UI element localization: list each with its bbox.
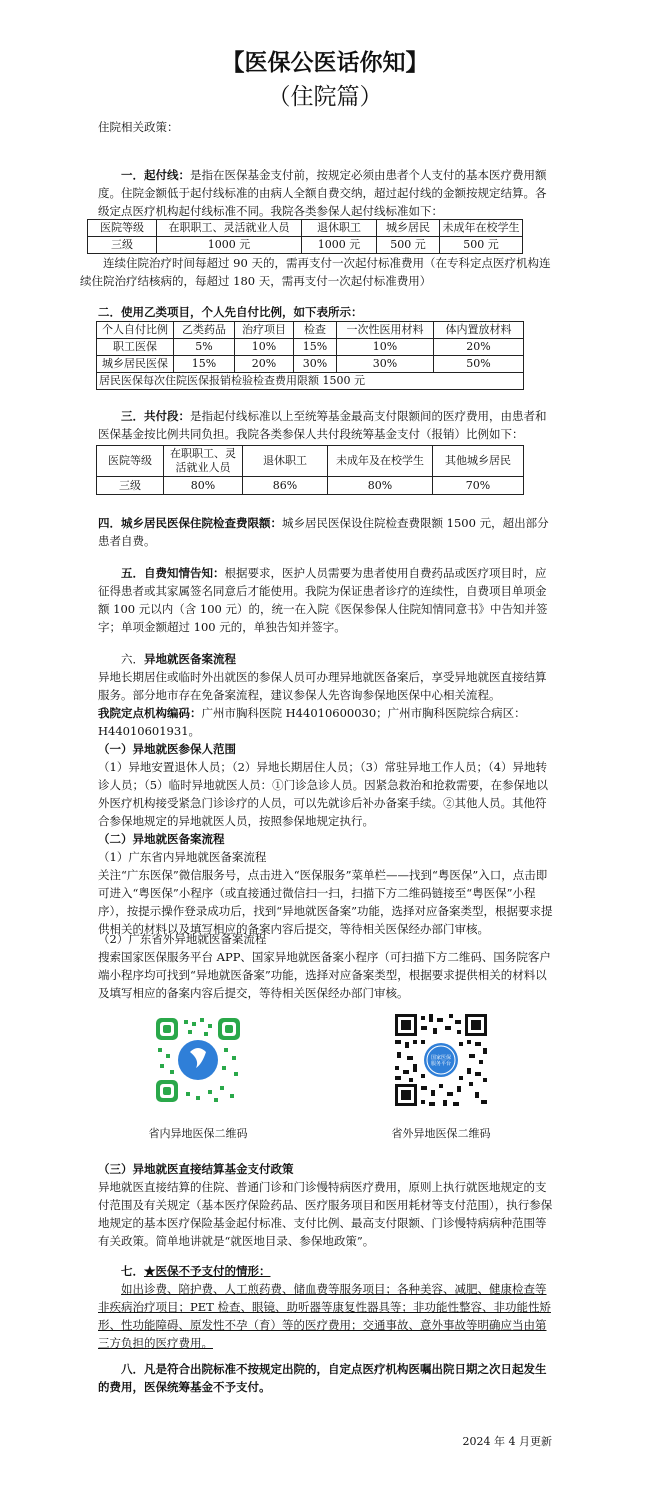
table-row — [97, 477, 524, 495]
qr-finder-bottom-left — [156, 1080, 178, 1102]
section-7-num: 七． — [121, 1264, 144, 1278]
section-4-body: 城乡居民医保设住院检查费限额 1500 元，超出部分患者自费。 — [98, 516, 549, 548]
section-5-text — [98, 564, 553, 636]
section-7-heading — [98, 1262, 553, 1280]
table-header-cell: 检查 — [294, 322, 337, 339]
section-6-num: 六． — [121, 652, 144, 666]
qr-finder-bottom-left — [395, 1084, 417, 1106]
section-1-text — [98, 166, 553, 220]
table-row — [97, 339, 524, 356]
national-qr-code — [393, 1012, 489, 1108]
section-6-heading — [98, 650, 553, 668]
table-cell: 1000 元 — [302, 237, 377, 254]
hospital-code-value: 广州市胸科医院 H44010600030；广州市胸科医院综合病区：H44010601931。 — [98, 706, 526, 738]
section-1-body: 是指在医保基金支付前，按规定必须由患者个人支付的基本医疗费用额度。住院金额低于起付线标准的由病人全额自费交纳，超过起付线的金额按规定结算。各级定点医疗机构起付线标准不同。我院各类参保人起付线标准如下： — [98, 168, 547, 218]
section-2-heading: 二．使用乙类项目，个人先自付比例，如下表所示： — [98, 305, 363, 319]
section-3-body: 是指起付线标准以上至统筹基金最高支付限额间的医疗费用，由患者和医保基金按比例共同负担。我院各类参保人共付段统筹基金支付（报销）比例如下： — [98, 409, 547, 441]
table-header-row — [88, 220, 523, 237]
sub3-text: 异地就医直接结算的住院、普通门诊和门诊慢特病医疗费用，原则上执行就医地规定的支付范围及有关规定（基本医疗保险药品、医疗服务项目和医用耗材等支付范围），执行参保地规定的基本医疗保险基金起付标准、支付比例、最高支付限额、门诊慢特病病种范围等有关政策。简单地讲就是“就医地目录、参保地政策”。 — [98, 1180, 553, 1248]
section-3-text — [98, 407, 553, 443]
table-cell: 三级 — [88, 237, 157, 254]
update-date: 2024 年 4 月更新 — [462, 1435, 552, 1448]
coinsurance-table — [96, 445, 524, 495]
table-cell: 职工医保 — [97, 339, 174, 356]
deductible-table — [87, 219, 523, 254]
table-cell: 50% — [434, 356, 524, 373]
table-cell: 10% — [235, 339, 294, 356]
table-cell: 15% — [294, 339, 337, 356]
table-row — [88, 237, 523, 254]
copay-ratio-table — [96, 321, 524, 390]
page-subtitle: （住院篇） — [267, 84, 383, 110]
table-cell: 20% — [235, 356, 294, 373]
table-header-cell: 未成年及在校学生 — [328, 446, 433, 477]
table-cell: 20% — [434, 339, 524, 356]
table-cell: 15% — [174, 356, 235, 373]
table-header-cell: 一次性医用材料 — [337, 322, 434, 339]
section-7-title: ★医保不予支付的情形： — [144, 1264, 271, 1278]
table-header-cell: 城乡居民 — [377, 220, 440, 237]
table-header-cell: 乙类药品 — [174, 322, 235, 339]
section-5-heading: 五．自费知情告知： — [121, 566, 225, 580]
qr-finder-top-left — [395, 1014, 417, 1036]
qr-left-caption: 省内异地医保二维码 — [148, 1127, 248, 1140]
section-5-body: 根据要求，医护人员需要为患者使用自费药品或医疗项目时，应征得患者或其家属签名同意后才能使用。我院为保证患者诊疗的连续性，自费项目单项金额 100 元以内（含 100 元）的，统一在入院《医保参保人住院知情同意书》中告知并签字；单项金额超过 100 元的，单独告知并签字。 — [98, 566, 548, 634]
section-4-text — [98, 514, 553, 550]
section-3-heading: 三．共付段： — [121, 409, 190, 423]
table-header-cell: 医院等级 — [88, 220, 157, 237]
table-header-cell: 医院等级 — [97, 446, 164, 477]
sub2-1-title: （1）广东省内异地就医备案流程 — [98, 850, 267, 864]
table-row — [97, 356, 524, 373]
section-4-heading: 四．城乡居民医保住院检查费限额： — [98, 516, 282, 530]
table-header-cell: 退休职工 — [243, 446, 328, 477]
hospital-code — [98, 704, 553, 740]
table-cell: 30% — [294, 356, 337, 373]
table-row — [97, 373, 524, 390]
table-cell: 500 元 — [377, 237, 440, 254]
sub1-heading: （一）异地就医参保人范围 — [98, 742, 236, 756]
table-header-cell: 其他城乡居民 — [433, 446, 524, 477]
table-cell: 80% — [164, 477, 243, 495]
table-cell: 1000 元 — [157, 237, 302, 254]
logo-text: 国家医保服务平台 — [430, 1055, 452, 1067]
page-title: 【医保公医话你知】 — [221, 50, 429, 76]
section-8-num: 八． — [121, 1362, 144, 1376]
section-6-intro: 异地长期居住或临时外出就医的参保人员可办理异地就医备案后，享受异地就医直接结算服务。部分地市存在免备案流程，建议参保人先咨询参保地医保中心相关流程。 — [98, 670, 547, 702]
table-header-cell: 未成年在校学生 — [440, 220, 523, 237]
section-8-text — [98, 1360, 553, 1396]
sub3-heading: （三）异地就医直接结算基金支付政策 — [98, 1162, 294, 1176]
table-header-cell: 在职职工、灵活就业人员 — [164, 446, 243, 477]
qr-right-caption: 省外异地医保二维码 — [391, 1127, 491, 1140]
table-cell: 5% — [174, 339, 235, 356]
table-cell: 10% — [337, 339, 434, 356]
table-header-row — [97, 322, 524, 339]
table-header-cell: 在职职工、灵活就业人员 — [157, 220, 302, 237]
table-header-cell: 退休职工 — [302, 220, 377, 237]
table-cell: 三级 — [97, 477, 164, 495]
section-8-body: 凡是符合出院标准不按规定出院的，自定点医疗机构医嘱出院日期之次日起发生的费用，医保统筹基金不予支付。 — [98, 1362, 547, 1394]
hospital-code-label: 我院定点机构编码： — [98, 706, 202, 720]
qr-finder-top-left — [156, 1018, 178, 1040]
qr-finder-top-right — [465, 1014, 487, 1036]
sub1-text: （1）异地安置退休人员；（2）异地长期居住人员；（3）常驻异地工作人员；（4）异地转诊人员；（5）临时异地就医人员：①门诊急诊人员。因紧急救治和抢救需要，在参保地以外医疗机构接受紧急门诊诊疗的人员，可以先就诊后补办备案手续。②其他人员。其他符合参保地规定的异地就医人员，按照参保地规定执行。 — [98, 760, 549, 828]
intro-label: 住院相关政策： — [98, 120, 179, 134]
section-1-heading: 一．起付线： — [121, 168, 190, 182]
table-header-cell: 体内置放材料 — [434, 322, 524, 339]
section-1-note: 连续住院治疗时间每超过 90 天的，需再支付一次起付标准费用（在专科定点医疗机构连续住院治疗结核病的，每超过 180 天，需再支付一次起付标准费用） — [80, 256, 551, 288]
section-6-title: 异地就医备案流程 — [144, 652, 236, 666]
sub2-2-title: （2）广东省外异地就医备案流程 — [98, 932, 267, 946]
table-header-row — [97, 446, 524, 477]
table-cell: 30% — [337, 356, 434, 373]
qr-finder-top-right — [218, 1018, 240, 1040]
table-cell: 80% — [328, 477, 433, 495]
table-cell: 500 元 — [440, 237, 523, 254]
guangdong-qr-code — [150, 1012, 246, 1108]
section-7-text: 如出诊费、陪护费、人工煎药费、储血费等服务项目；各种美容、减肥、健康检查等非疾病治疗项目；PET 检查、眼镜、助听器等康复性器具等；非功能性整容、非功能性矫形、性功能障碍、原发性不孕（育）等的医疗费用；交通事故、意外事故等明确应当由第三方负担的医疗费用。 — [98, 1282, 551, 1350]
table-cell: 城乡居民医保 — [97, 356, 174, 373]
sub2-2-text: 搜索国家医保服务平台 APP、国家异地就医备案小程序（可扫描下方二维码、国务院客户端小程序均可找到“异地就医备案”功能，选择对应备案类型，根据要求提供相关的材料以及填写相应的备案内容后提交，等待相关医保经办部门审核。 — [98, 950, 551, 1000]
table-header-cell: 个人自付比例 — [97, 322, 174, 339]
table-cell: 70% — [433, 477, 524, 495]
sub2-1-text: 关注“广东医保”微信服务号，点击进入“医保服务”菜单栏——找到“粤医保”入口，点击即可进入“粤医保”小程序（或直接通过微信扫一扫，扫描下方二维码链接至“粤医保”小程序），按提示操作登录成功后，找到“异地就医备案”功能，选择对应备案类型，根据要求提供相关的材料以及填写相应的备案内容后提交，等待相关医保经办部门审核。 — [98, 868, 553, 936]
table-cell: 86% — [243, 477, 328, 495]
sub2-heading: （二）异地就医备案流程 — [98, 832, 225, 846]
table-footer-cell: 居民医保每次住院医保报销检验检查费用限额 1500 元 — [97, 373, 524, 390]
table-header-cell: 治疗项目 — [235, 322, 294, 339]
